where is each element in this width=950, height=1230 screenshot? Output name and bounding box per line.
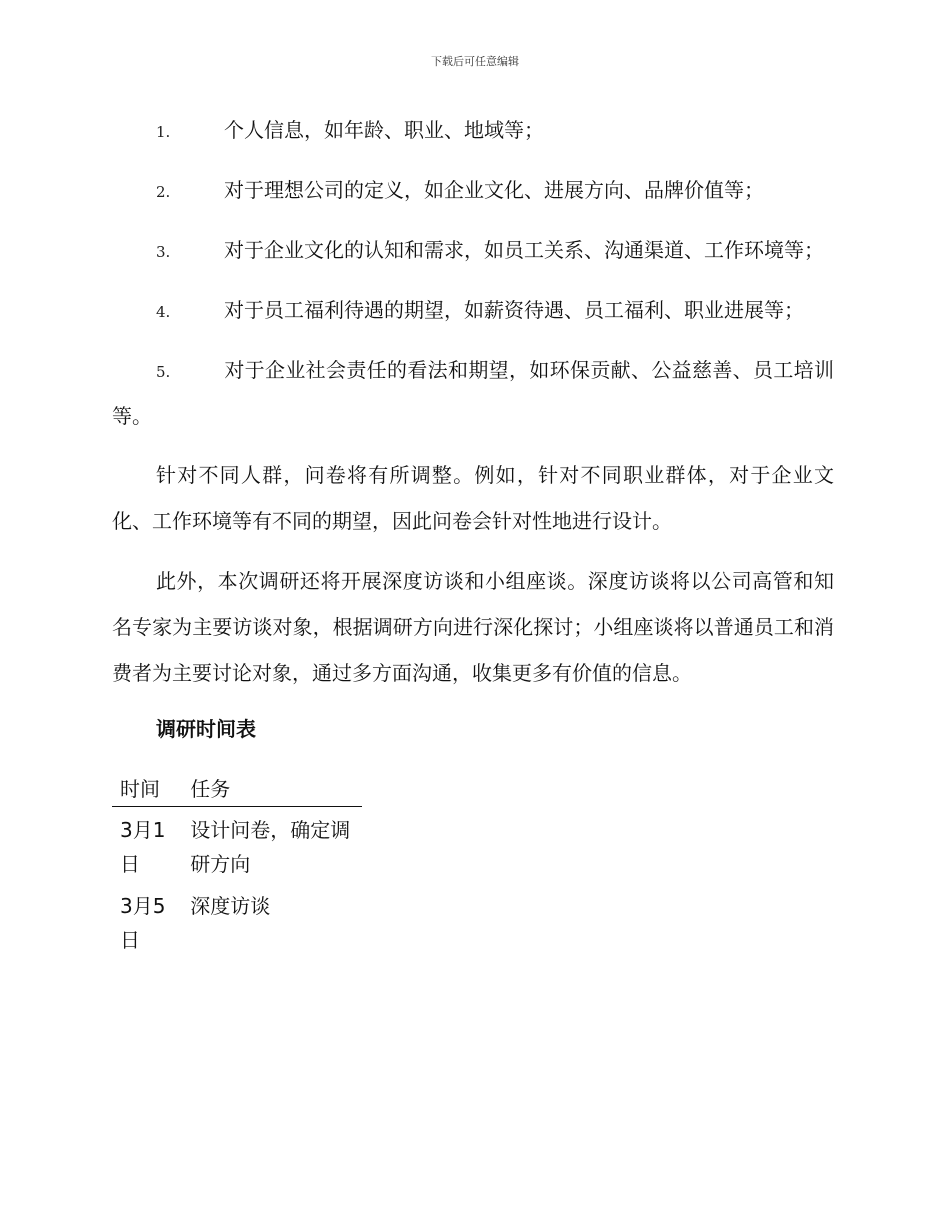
table-header-row [112, 770, 362, 807]
schedule-title: 调研时间表 [156, 717, 256, 741]
list-item [112, 288, 834, 334]
list-number: 3. [156, 243, 171, 261]
list-item [112, 108, 834, 154]
cell-time: 3月5日 [120, 894, 166, 952]
body-paragraph: 针对不同人群，问卷将有所调整。例如，针对不同职业群体，对于企业文化、工作环境等有不同的期望，因此问卷会针对性地进行设计。 [112, 463, 834, 533]
document-body [112, 108, 834, 959]
table-row [112, 883, 362, 959]
list-text: 个人信息，如年龄、职业、地域等； [224, 118, 544, 142]
list-number: 2. [156, 183, 171, 201]
list-text: 对于企业文化的认知和需求，如员工关系、沟通渠道、工作环境等； [224, 238, 824, 262]
body-paragraph: 此外，本次调研还将开展深度访谈和小组座谈。深度访谈将以公司高管和知名专家为主要访谈对象，根据调研方向进行深化探讨；小组座谈将以普通员工和消费者为主要讨论对象，通过多方面沟通，收集更多有价值的信息。 [112, 569, 834, 685]
schedule-table [112, 770, 362, 959]
cell-time: 3月1日 [120, 818, 166, 876]
list-number: 4. [156, 303, 171, 321]
list-text: 对于理想公司的定义，如企业文化、进展方向、品牌价值等； [224, 178, 764, 202]
column-header-time: 时间 [112, 770, 182, 807]
cell-task: 设计问卷，确定调研方向 [190, 818, 351, 876]
list-number: 5. [156, 363, 171, 381]
list-text: 对于企业社会责任的看法和期望，如环保贡献、公益慈善、员工培训等。 [112, 358, 834, 428]
list-item [112, 168, 834, 214]
cell-task: 深度访谈 [190, 894, 271, 918]
list-text: 对于员工福利待遇的期望，如薪资待遇、员工福利、职业进展等； [224, 298, 804, 322]
list-item [112, 228, 834, 274]
column-header-task: 任务 [182, 770, 362, 807]
list-number: 1. [156, 123, 171, 141]
list-item [112, 348, 834, 438]
page-header: 下载后可任意编辑 [431, 55, 519, 68]
table-row [112, 807, 362, 884]
